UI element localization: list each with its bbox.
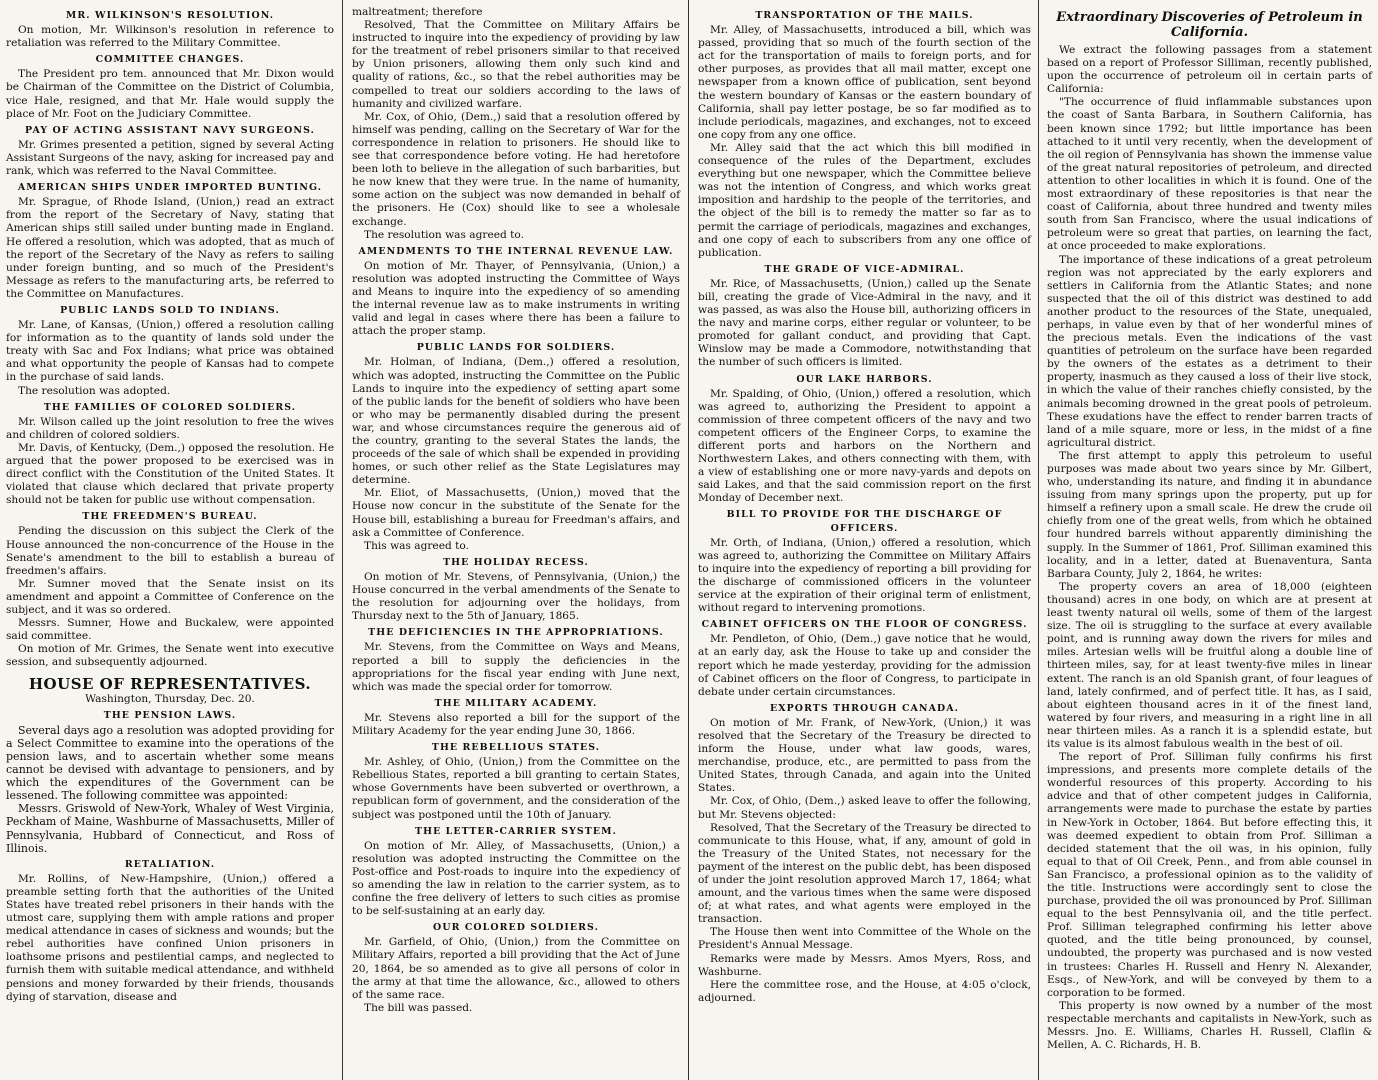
- paragraph: On motion of Mr. Frank, of New-York, (Union,) it was resolved that the Secretary of the Treasury be directed to inform the House, under what law goods, wares, merchandise, produce, etc., are permitted to pass from the United States, through Canada, and again into the United States.: [698, 716, 1031, 795]
- paragraph: The bill was passed.: [364, 1001, 473, 1014]
- column-3: [692, 0, 1037, 1080]
- paragraph: Mr. Sprague, of Rhode Island, (Union,) read an extract from the report of the Secretary of Navy, stating that American ships still sailed under bunting made in England. He offered a resolution, which was adopted, that as much of the report of the Secretary of the Navy as refers to sailing under foreign bunting, and so much of the President's Message as refers to the manufacturing arts, be referred to the Committee on Manufactures.: [6, 196, 334, 300]
- paragraph: On motion of Mr. Thayer, of Pennsylvania, (Union,) a resolution was adopted instructing the Committee of Ways and Means to inquire into the expediency of so amending the internal revenue law as to make instruments in writing valid and legal in cases where there has been a failure to attach the proper stamp.: [352, 259, 680, 338]
- heading-public-lands-indians: PUBLIC LANDS SOLD TO INDIANS.: [60, 304, 280, 316]
- heading-vice-admiral: THE GRADE OF VICE-ADMIRAL.: [764, 263, 965, 275]
- dateline: Washington, Thursday, Dec. 20.: [85, 692, 255, 705]
- paragraph: Mr. Davis, of Kentucky, (Dem.,) opposed the resolution. He argued that the power proposed to be exercised was in direct conflict with the Constitution of the United States. It violated that clause which declared that private property should not be taken for public use without compensation.: [6, 441, 334, 507]
- heading-committee-changes: COMMITTEE CHANGES.: [95, 54, 245, 66]
- paragraph: On motion of Mr. Stevens, of Pennsylvania, (Union,) the House concurred in the verbal amendments of the Senate to the resolution for adjourning over the holidays, from Thursday next to the 5th of January, 1865.: [352, 570, 680, 623]
- paragraph: "The occurrence of fluid inflammable substances upon the coast of Santa Barbara, in Southern California, has been known since 1792; but little importance has been attached to it until very recently, when the development of the oil region of Pennsylvania has shown the immense value of the great natural repositories of petroleum, and directed attention to other localities in which it is found. One of the most extraordinary of these repositories is that near the coast of California, about three hundred and twenty miles south from San Francisco, where the usual indications of petroleum were so great that parties, on learning the fact, at once proceeded to make explorations.: [1047, 96, 1372, 253]
- paragraph: The importance of these indications of a great petroleum region was not appreciated by the early explorers and settlers in California from the Atlantic States; and none suspected that the oil of this district was destined to add another product to the resources of the State, unequaled, perhaps, in value even by that of her wonderful mines of the precious metals. Even the indications of the vast quantities of petroleum on the surface have been regarded by the owners of the estates as a detriment to their property, inasmuch as they caused a loss of their live stock, in which the value of their ranches chiefly consisted, by the animals becoming drowned in the great pools of petroleum. These exudations have the effect to render barren tracts of land of a mile square, more or less, in the midst of a fine agricultural district.: [1047, 253, 1372, 449]
- paragraph: Mr. Rice, of Massachusetts, (Union,) called up the Senate bill, creating the grade of Vice-Admiral in the navy, and it was passed, as was also the House bill, authorizing officers in the navy and marine corps, either regular or volunteer, to be promoted for gallant conduct, and providing that Capt. Winslow may be made a Commodore, notwithstanding that the number of such officers is limited.: [698, 277, 1031, 369]
- paragraph: Mr. Stevens also reported a bill for the support of the Military Academy for the year ending June 30, 1866.: [352, 711, 680, 737]
- paragraph: Mr. Ashley, of Ohio, (Union,) from the Committee on the Rebellious States, reported a bill granting to certain States, whose Governments have been subverted or overthrown, a republican form of government, and the consideration of the subject was postponed until the 10th of January.: [352, 756, 680, 821]
- section-title-house: HOUSE OF REPRESENTATIVES.: [28, 674, 312, 693]
- column-rule: [688, 0, 689, 1080]
- heading-public-lands-soldiers: PUBLIC LANDS FOR SOLDIERS.: [416, 342, 616, 354]
- heading-mails: TRANSPORTATION OF THE MAILS.: [755, 10, 974, 21]
- column-2: [346, 0, 686, 1080]
- paragraph: Mr. Garfield, of Ohio, (Union,) from the Committee on Military Affairs, reported a bill providing that the Act of June 20, 1864, be so amended as to give all persons of color in the army at that time the allowance, &c., allowed to others of the same race.: [352, 936, 680, 1001]
- heading-american-ships: AMERICAN SHIPS UNDER IMPORTED BUNTING.: [17, 182, 323, 194]
- paragraph: Here the committee rose, and the House, at 4:05 o'clock, adjourned.: [698, 978, 1031, 1004]
- heading-discharge-officers: BILL TO PROVIDE FOR THE DISCHARGE OF OFFICERS.: [726, 509, 1003, 534]
- heading-wilkinson-resolution: MR. WILKINSON'S RESOLUTION.: [65, 10, 275, 21]
- paragraph: Mr. Spalding, of Ohio, (Union,) offered a resolution, which was agreed to, authorizing the President to appoint a commission of three competent officers of the navy and two competent officers of the Engineer Corps, to examine the different ports and harbors on the Northern and Northwestern Lakes, and others connecting with them, with a view of establishing one or more navy-yards and depots on said Lakes, and that the said commission report on the first Monday of December next.: [698, 387, 1031, 505]
- paragraph: Mr. Cox, of Ohio, (Dem.,) asked leave to offer the following, but Mr. Stevens objected:: [698, 795, 1031, 821]
- column-rule: [1038, 0, 1039, 1080]
- heading-military-academy: THE MILITARY ACADEMY.: [434, 697, 598, 709]
- heading-holiday-recess: THE HOLIDAY RECESS.: [443, 556, 589, 568]
- heading-rebellious-states: THE REBELLIOUS STATES.: [431, 742, 601, 754]
- paragraph: On motion of Mr. Grimes, the Senate went into executive session, and subsequently adjourned.: [6, 643, 334, 669]
- paragraph: Mr. Orth, of Indiana, (Union,) offered a resolution, which was agreed to, authorizing the Committee on Military Affairs to inquire into the expediency of reporting a bill providing for the discharge of commissioned officers in the volunteer service at the expiration of their original term of enlistment, without regard to intervening promotions.: [698, 536, 1031, 615]
- heading-lake-harbors: OUR LAKE HARBORS.: [796, 373, 933, 385]
- paragraph: The property covers an area of 18,000 (eighteen thousand) acres in one body, on which are at present at least twenty natural oil wells, some of them of the largest size. The oil is struggling to the surface at every available point, and is running away down the rivers for miles and miles. Artesian wells will be fruitful along a double line of thirteen miles, say, for at least twenty-five miles in linear extent. The ranch is an old Spanish grant, of four leagues of land, lately confirmed, and of perfect title. It has, as I said, about eighteen thousand acres in it of the finest land, watered by four rivers, and measuring in a right line in all near thirteen miles. As a ranch it is a splendid estate, but its value is its almost fabulous wealth in the best of oil.: [1047, 580, 1372, 750]
- paragraph: Messrs. Sumner, Howe and Buckalew, were appointed said committee.: [6, 617, 334, 643]
- paragraph: We extract the following passages from a statement based on a report of Professor Silliman, recently published, upon the occurrence of petroleum oil in certain parts of California:: [1047, 44, 1372, 96]
- paragraph: Mr. Stevens, from the Committee on Ways and Means, reported a bill to supply the deficiencies in the appropriations for the fiscal year ending with June next, which was made the special order for tomorrow.: [352, 641, 680, 693]
- paragraph: The House then went into Committee of the Whole on the President's Annual Message.: [698, 926, 1031, 952]
- column-4: [1041, 0, 1378, 1080]
- paragraph: The resolution was adopted.: [18, 384, 171, 397]
- paragraph: Messrs. Griswold of New-York, Whaley of West Virginia, Peckham of Maine, Washburne of Massachusetts, Miller of Pennsylvania, Hubbard of Connecticut, and Ross of Illinois.: [6, 802, 334, 855]
- paragraph: Mr. Lane, of Kansas, (Union,) offered a resolution calling for information as to the quantity of lands sold under the treaty with Sac and Fox Indians; what price was obtained and what opportunity the people of Kansas had to compete in the purchase of said lands.: [6, 319, 334, 384]
- paragraph: Resolved, That the Secretary of the Treasury be directed to communicate to this House, what, if any, amount of gold in the Treasury of the United States, not necessary for the payment of the interest on the public debt, has been disposed of under the joint resolution approved March 17, 1864; what amount, and the various times when the same were disposed of; at what rates, and what agents were employed in the transaction.: [698, 821, 1031, 926]
- paragraph: Mr. Holman, of Indiana, (Dem.,) offered a resolution, which was adopted, instructing the Committee on the Public Lands to inquire into the expediency of setting apart some of the public lands for the benefit of soldiers who have been or who may be permanently disabled during the present war, and whose circumstances require the generous aid of the country, granting to the several States the lands, the proceeds of the sale of which shall be expended in providing homes, or such other relief as the State Legislatures may determine.: [352, 356, 680, 487]
- heading-letter-carrier: THE LETTER-CARRIER SYSTEM.: [415, 825, 617, 837]
- paragraph: The President pro tem. announced that Mr. Dixon would be Chairman of the Committee on the District of Columbia, vice Hale, resigned, and that Mr. Hale would supply the place of Mr. Foot on the Judiciary Committee.: [6, 68, 334, 120]
- paragraph: Mr. Alley said that the act which this bill modified in consequence of the rules of the Department, excludes everything but one newspaper, which the Committee believe was not the intention of Congress, and which works great imposition and hardship to the people of the territories, and the object of the bill is to remedy the matter so far as to permit the carriage of periodicals, magazines and exchanges, and one copy of each to subscribers from any one office of publication.: [698, 141, 1031, 259]
- heading-cabinet-officers: CABINET OFFICERS ON THE FLOOR OF CONGRESS.: [701, 619, 1028, 631]
- paragraph: Remarks were made by Messrs. Amos Myers, Ross, and Washburne.: [698, 952, 1031, 978]
- paragraph: Mr. Alley, of Massachusetts, introduced a bill, which was passed, providing that so much of the fourth section of the act for the transportation of mails to foreign ports, and for other purposes, as provides that all mail matter, except one newspaper from a known office of publication, sent beyond the western boundary of Kansas or the eastern boundary of California, shall pay letter postage, be so far modified as to include periodicals, magazines, and exchanges, not to exceed one copy from any one office.: [698, 24, 1031, 141]
- paragraph: Mr. Wilson called up the joint resolution to free the wives and children of colored soldiers.: [6, 415, 334, 441]
- paragraph: Pending the discussion on this subject the Clerk of the House announced the non-concurrence of the House in the Senate's amendment to the bill to establish a bureau of freedmen's affairs.: [6, 525, 334, 577]
- paragraph: Mr. Sumner moved that the Senate insist on its amendment and appoint a Committee of Conference on the subject, and it was so ordered.: [6, 577, 334, 617]
- paragraph: This property is now owned by a number of the most respectable merchants and capitalists in New-York, such as Messrs. Jno. E. Williams, Charles H. Russell, Claflin & Mellen, A. C. Richards, H. B.: [1047, 999, 1372, 1052]
- heading-retaliation: RETALIATION.: [124, 858, 216, 870]
- paragraph: On motion of Mr. Alley, of Massachusetts, (Union,) a resolution was adopted instructing the Committee on the Post-office and Post-roads to inquire into the expediency of so amending the law in relation to the carrier system, as to confine the free delivery of letters to such cities as promise to be self-sustaining at an early day.: [352, 839, 680, 918]
- paragraph: This was agreed to.: [364, 539, 469, 552]
- column-1: [0, 0, 340, 1080]
- paragraph: Several days ago a resolution was adopted providing for a Select Committee to examine into the operations of the pension laws, and to ascertain whether some means cannot be devised with advantage to pensioners, and by which the expenditures of the Government can be lessened. The following committee was appointed:: [6, 723, 334, 803]
- paragraph: Mr. Rollins, of New-Hampshire, (Union,) offered a preamble setting forth that the authorities of the United States have treated rebel prisoners in their hands with the utmost care, supplying them with ample rations and proper medical attendance in cases of sickness and wounds; but the rebel authorities have confined Union prisoners in loathsome prisons and pestilential camps, and neglected to furnish them with suitable medical attendance, and withheld pensions and money forwarded by their friends, thousands dying of starvation, disease and: [6, 872, 334, 1003]
- paragraph: Mr. Cox, of Ohio, (Dem.,) said that a resolution offered by himself was pending, calling on the Secretary of War for the correspondence in relation to prisoners. He should like to see that correspondence before voting. He had heretofore been loth to believe in the allegation of such barbarities, but he now knew that they were true. In the name of humanity, some action on the subject was now demanded in behalf of the prisoners. He (Cox) should like to see a wholesale exchange.: [352, 110, 680, 228]
- heading-colored-soldiers-families: THE FAMILIES OF COLORED SOLDIERS.: [43, 401, 297, 413]
- article-title-petroleum: Extraordinary Discoveries of Petroleum in California.: [1056, 10, 1363, 40]
- heading-exports-canada: EXPORTS THROUGH CANADA.: [770, 702, 959, 714]
- paragraph: Mr. Eliot, of Massachusetts, (Union,) moved that the House now concur in the substitute of the Senate for the House bill, establishing a bureau for Freedman's affairs, and ask a Committee of Conference.: [352, 487, 680, 539]
- heading-pension-laws: THE PENSION LAWS.: [103, 709, 237, 721]
- heading-internal-revenue: AMENDMENTS TO THE INTERNAL REVENUE LAW.: [358, 245, 674, 257]
- paragraph: Resolved, That the Committee on Military Affairs be instructed to inquire into the expediency of providing by law for the treatment of rebel prisoners similar to that received by Union prisoners, allowing them only such kind and quality of rations, &c., so that the rebel authorities may be compelled to treat our soldiers according to the laws of humanity and civilized warfare.: [352, 19, 680, 110]
- paragraph: On motion, Mr. Wilkinson's resolution in reference to retaliation was referred to the Military Committee.: [6, 24, 334, 50]
- heading-navy-surgeons: PAY OF ACTING ASSISTANT NAVY SURGEONS.: [25, 124, 315, 136]
- heading-deficiencies: THE DEFICIENCIES IN THE APPROPRIATIONS.: [368, 627, 664, 639]
- paragraph: The report of Prof. Silliman fully confirms his first impressions, and presents more complete details of the wonderful resources of this property. According to his advice and that of other competent judges in California, arrangements were made to purchase the estate by parties in New-York in October, 1864. But before effecting this, it was deemed expedient to obtain from Prof. Silliman a decided statement that the oil was, in his opinion, fully equal to that of Oil Creek, Penn., and from able counsel in San Francisco, a professional opinion as to the validity of the title. Instructions were accordingly sent to close the purchase, provided the oil was pronounced by Prof. Silliman equal to the best Pennsylvania oil, and the title perfect. Prof. Silliman telegraphed confirming his letter above quoted, and the title being pronounced, by counsel, undoubted, the property was purchased and is now vested in trustees: Charles H. Russell and Henry N. Alexander, Esqs., of New-York, and will be conveyed by them to a corporation to be formed.: [1047, 751, 1372, 999]
- column-rule: [342, 0, 343, 1080]
- heading-freedmens-bureau: THE FREEDMEN'S BUREAU.: [82, 511, 258, 523]
- paragraph: The first attempt to apply this petroleum to useful purposes was made about two years since by Mr. Gilbert, who, understanding its nature, and finding it in abundance issuing from many springs upon the property, put up for himself a refinery upon a small scale. He drew the crude oil chiefly from one of the great wells, from which he obtained four hundred barrels without apparently diminishing the supply. In the Summer of 1861, Prof. Silliman examined this locality, and in a letter, dated at Buenaventura, Santa Barbara County, July 2, 1864, he writes:: [1047, 449, 1372, 580]
- paragraph: Mr. Grimes presented a petition, signed by several Acting Assistant Surgeons of the navy, asking for increased pay and rank, which was referred to the Naval Committee.: [6, 138, 334, 178]
- heading-colored-soldiers: OUR COLORED SOLDIERS.: [433, 922, 599, 934]
- paragraph: The resolution was agreed to.: [364, 228, 524, 241]
- paragraph: Mr. Pendleton, of Ohio, (Dem.,) gave notice that he would, at an early day, ask the House to take up and consider the report which he made yesterday, providing for the admission of Cabinet officers on the floor of Congress, to participate in debate under certain circumstances.: [698, 633, 1031, 698]
- paragraph: maltreatment; therefore: [352, 6, 483, 18]
